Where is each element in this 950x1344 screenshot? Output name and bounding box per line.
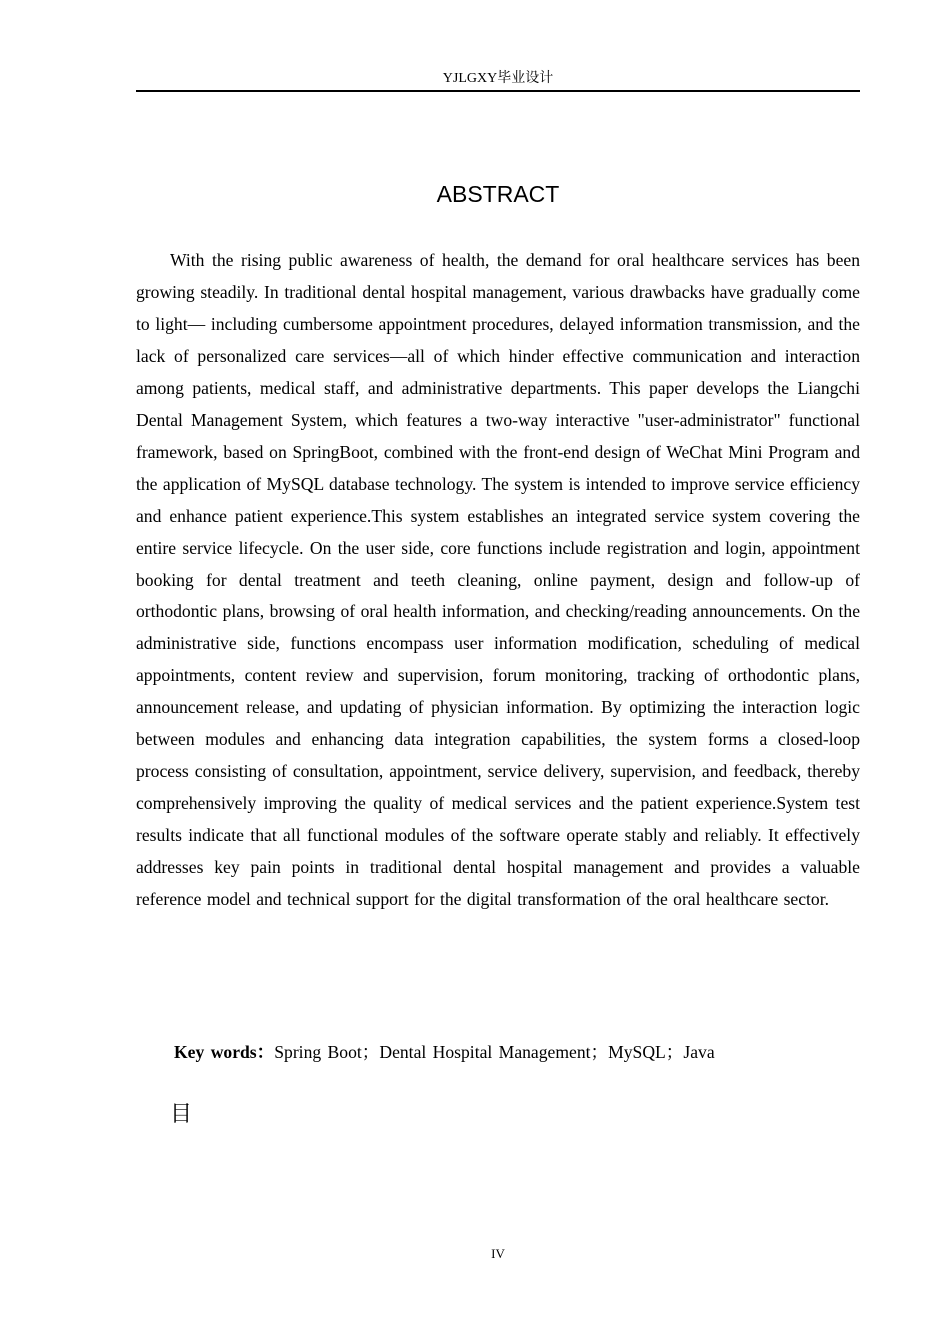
abstract-body: With the rising public awareness of health, the demand for oral healthcare services has been growing steadily. In traditional dental hospital management, various drawbacks have gradually come to light— including cumbersome appointment procedures, delayed information transmission, and the lack of personalized care services—all of which hinder effective communication and interaction among patients, medical staff, and administrative departments. This paper develops the Liangchi Dental Management System, which features a two-way interactive "user-administrator" functional framework, based on SpringBoot, combined with the front-end design of WeChat Mini Program and the application of MySQL database technology. The system is intended to improve service efficiency and enhance patient experience.This system establishes an integrated service system covering the entire service lifecycle. On the user side, core functions include registration and login, appointment booking for dental treatment and teeth cleaning, online payment, design and follow-up of orthodontic plans, browsing of oral health information, and checking/reading announcements. On the administrative side, functions encompass user information modification, scheduling of medical appointments, content review and supervision, forum monitoring, tracking of orthodontic plans, announcement release, and updating of physician information. By optimizing the interaction logic between modules and enhancing data integration capabilities, the system forms a closed-loop process consisting of consultation, appointment, service delivery, supervision, and feedback, thereby comprehensively improving the quality of medical services and the patient experience.System test results indicate that all functional modules of the software operate stably and reliably. It effectively addresses key pain points in traditional dental hospital management and provides a valuable reference model and technical support for the digital transformation of the oral healthcare sector. xyxy=(136,250,860,910)
keywords-label: Key words： xyxy=(174,1042,275,1062)
abstract-title: ABSTRACT xyxy=(436,181,560,207)
keywords-line xyxy=(174,1040,864,1064)
page-header xyxy=(136,70,860,92)
toc-heading-fragment: 目 xyxy=(170,1102,193,1127)
page-number: IV xyxy=(491,1246,505,1261)
keywords-values: Spring Boot；Dental Hospital Management；MySQL；Java xyxy=(274,1042,715,1062)
header-text: YJLGXY毕业设计 xyxy=(442,71,554,86)
